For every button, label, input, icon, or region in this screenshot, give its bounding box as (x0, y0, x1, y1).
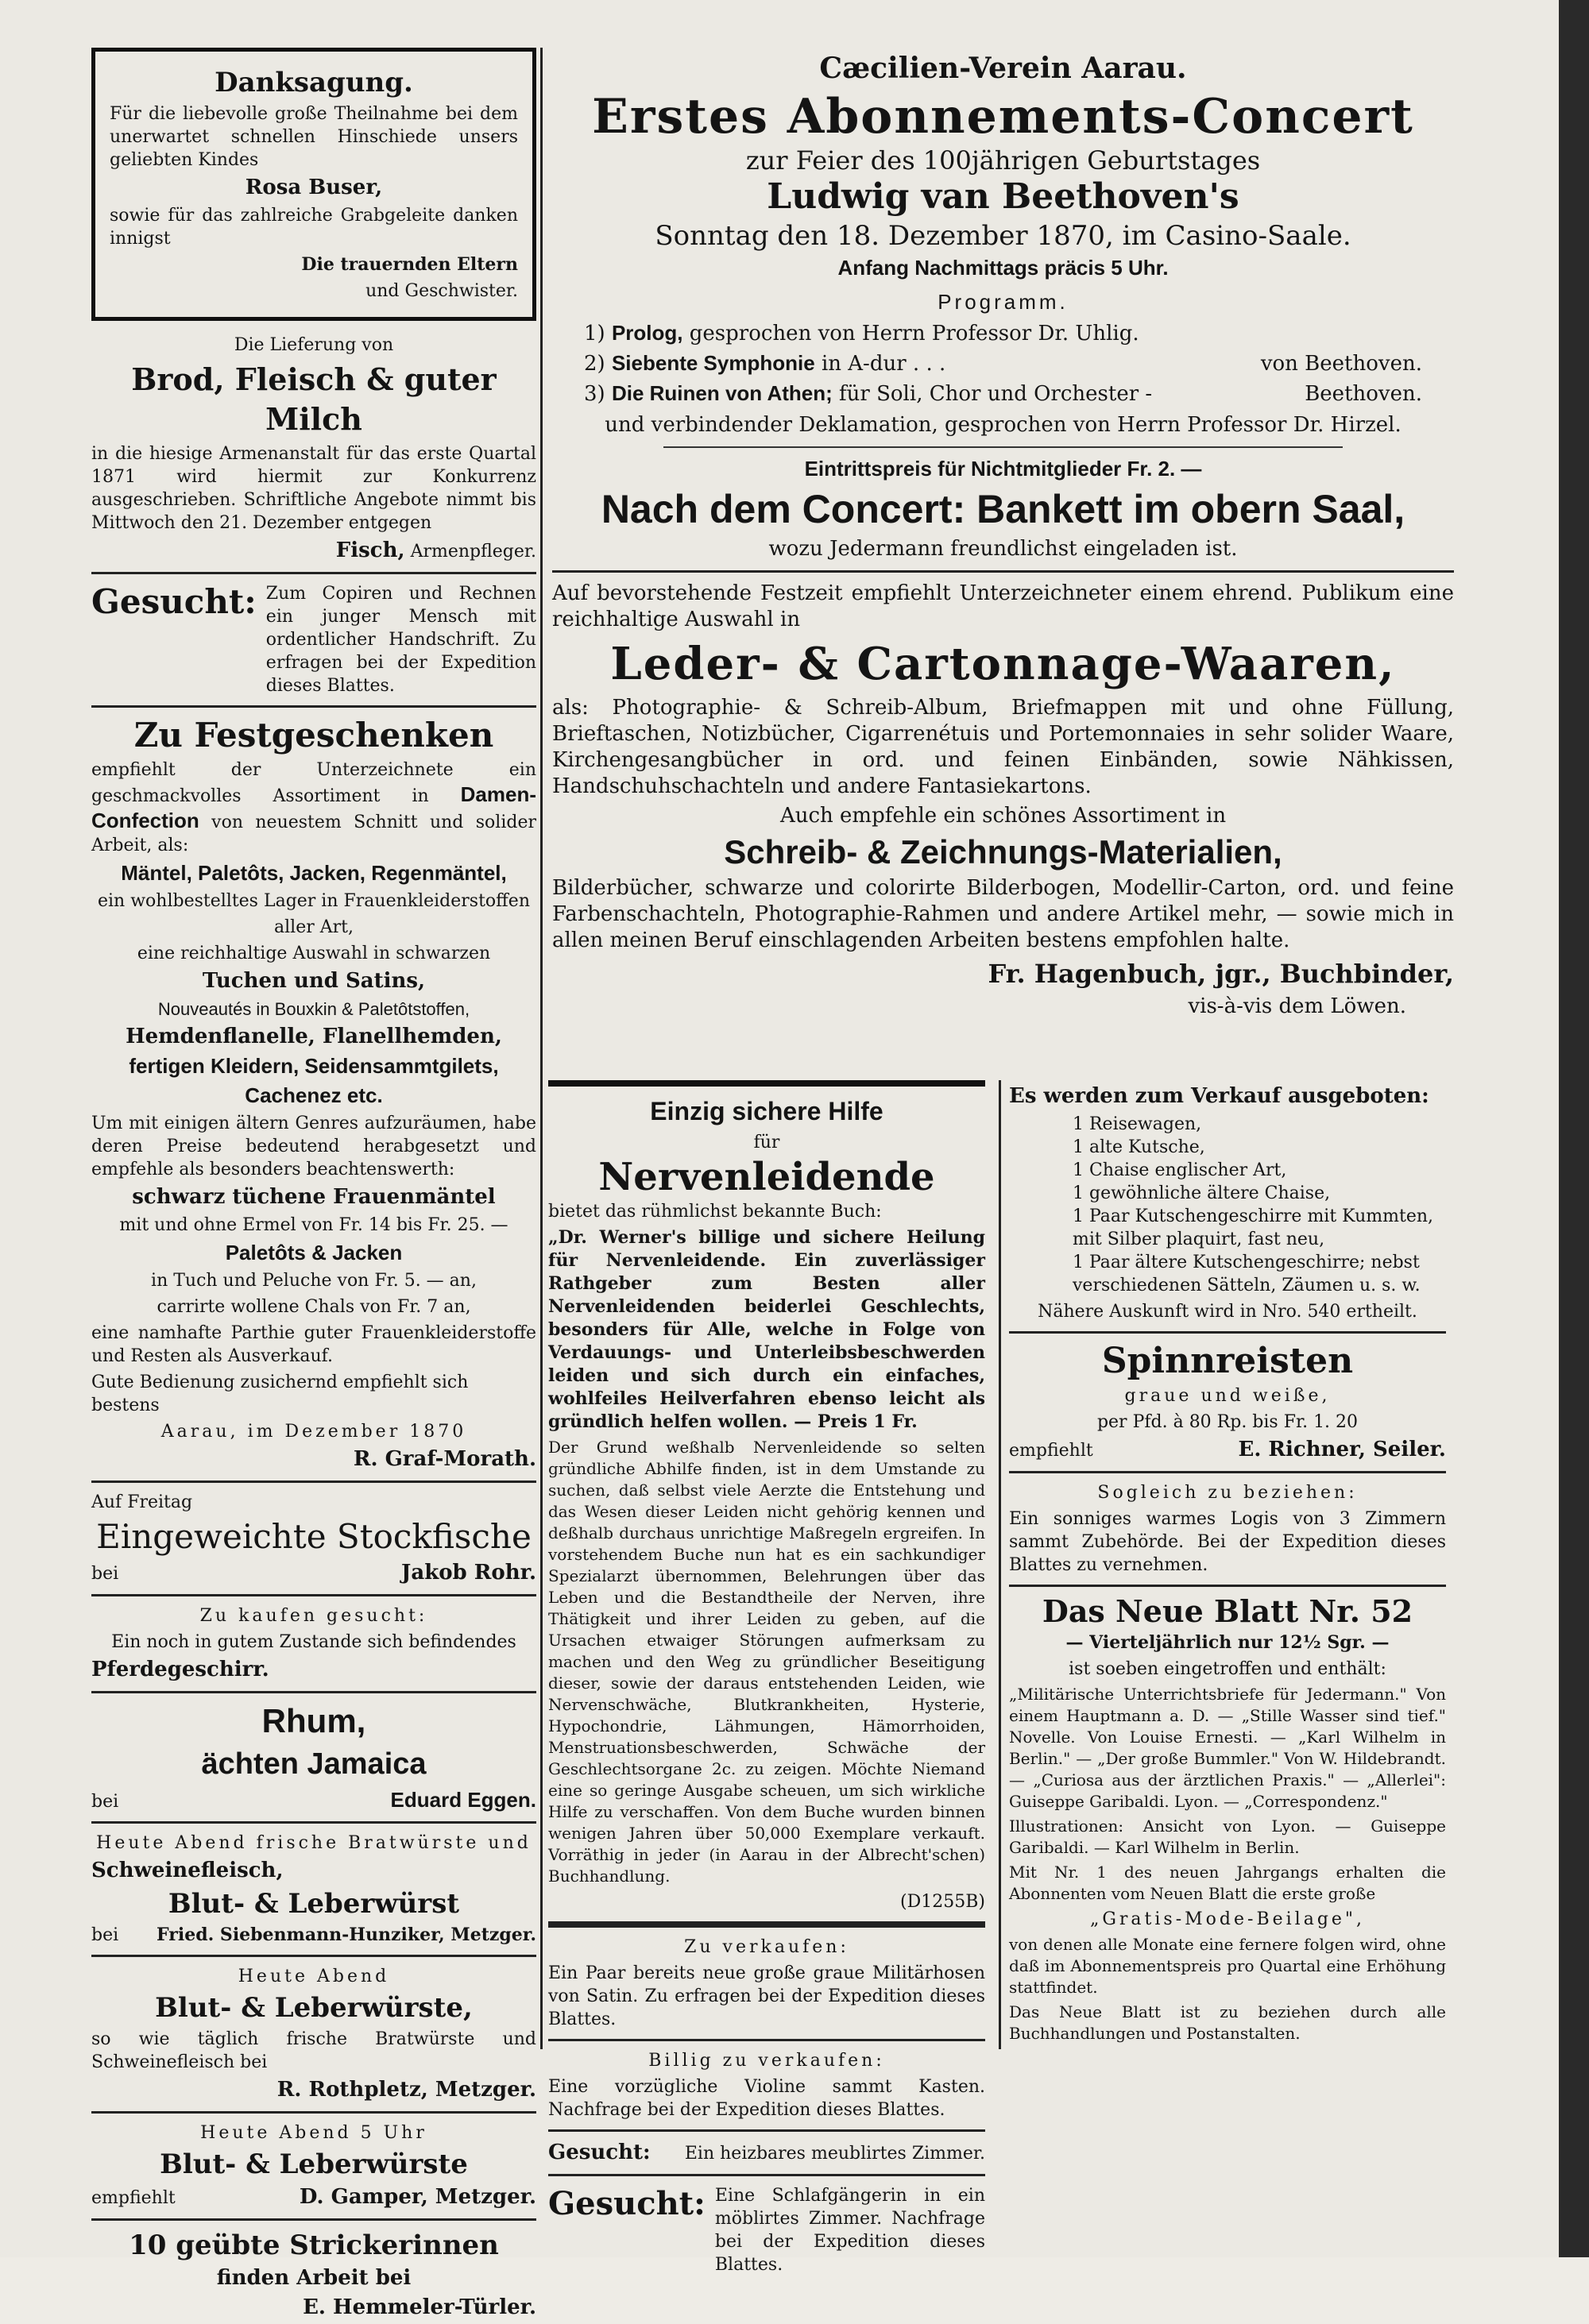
wurst2-intro: Heute Abend (238, 1967, 390, 1986)
schlaf-body: Eine Schlafgängerin in ein möblirtes Zimmer. Nachfrage bei der Expedition dieses Blattes. (714, 2186, 985, 2275)
concert-ad (552, 48, 1454, 1023)
lieferung-title: Brod, Fleisch & guter Milch (131, 361, 497, 437)
festgeschenke-lager2: aller Art, (274, 917, 354, 937)
danksagung-sign1: Die trauernden Eltern (301, 254, 518, 275)
concert-sub: zur Feier des 100jährigen Geburtstages (745, 145, 1261, 176)
concert-prog-extra: und verbindender Deklamation, gesprochen von Herrn Professor Dr. Hirzel. (605, 413, 1401, 437)
list-item: 1 Paar Kutschengeschirre mit Kummten, mit Silber plaquirt, fast neu, (1073, 1206, 1434, 1249)
festgeschenke-sign: R. Graf-Morath. (353, 1447, 536, 1471)
prog-title: Die Ruinen von Athen; (611, 381, 833, 405)
festgeschenke-cachenez: Cachenez etc. (245, 1083, 383, 1107)
rhum-bei: bei (91, 1792, 119, 1812)
pferd-body: Ein noch in gutem Zustande sich befindendes (111, 1632, 516, 1652)
nerven-ad (548, 1080, 985, 1913)
festgeschenke-auswahl: eine reichhaltige Auswahl in schwarzen (137, 944, 491, 963)
rhum-title: Rhum, (261, 1702, 366, 1739)
neueblatt-intro: ist soeben eingetroffen und enthält: (1069, 1659, 1386, 1679)
prog-rest: gesprochen von Herrn Professor Dr. Uhlig. (689, 322, 1139, 346)
festgeschenke-p3: Gute Bedienung zusichernd empfiehlt sich bestens (91, 1372, 469, 1415)
strickerinnen-title2: finden Arbeit bei (216, 2266, 412, 2290)
wurst-ad-1 (91, 1832, 536, 1947)
concert-price: Eintrittspreis für Nichtmitglieder Fr. 2. — (804, 457, 1202, 481)
zimmer-body: Ein heizbares meublirtes Zimmer. (684, 2144, 985, 2164)
danksagung-name: Rosa Buser, (245, 176, 383, 199)
wurst2-body: so wie täglich frische Bratwürste und Schweinefleisch bei (91, 2029, 536, 2072)
festgeschenke-ad (91, 716, 536, 1473)
spinn-sign: E. Richner, Seiler. (1238, 1438, 1446, 1461)
festgeschenke-paletots2: in Tuch und Peluche von Fr. 5. — an, (151, 1271, 477, 1291)
neueblatt-ill: Illustrationen: Ansicht von Lyon. — Guiseppe Garibaldi. — Karl Wilhelm in Berlin. (1009, 1816, 1446, 1857)
stockfische-title: Eingeweichte Stockfische (96, 1517, 532, 1556)
concert-title: Erstes Abonnements-Concert (592, 89, 1414, 145)
hagenbuch-body: als: Photographie- & Schreib-Album, Briefmappen mit und ohne Füllung, Brieftaschen, Notizbücher, Cigarrenétuis und Portemonnaies in sehr solider Waare, Kirchengesangbücher in ord. und feinen Einbänden, sowie Nähkissen, Handschuhschachteln und andere Fantasiekartons. (552, 696, 1454, 798)
wurst2-title: Blut- & Leberwürste, (155, 1992, 473, 2024)
gesucht-body: Zum Copiren und Rechnen ein junger Mensch mit ordentlicher Handschrift. Zu erfragen bei der Expedition dieses Blattes. (265, 584, 536, 696)
pferd-intro: Zu kaufen gesucht: (199, 1606, 428, 1626)
neueblatt-beilage: „Gratis-Mode-Beilage", (1089, 1909, 1366, 1929)
neueblatt-title: Das Neue Blatt Nr. 52 (1042, 1593, 1413, 1629)
logis-intro: Sogleich zu beziehen: (1097, 1483, 1358, 1503)
middle-lower-column (548, 1080, 985, 2276)
prog-num: 2) (584, 352, 605, 376)
zimmer-title: Gesucht: (548, 2141, 651, 2164)
strickerinnen-title: 10 geübte Strickerinnen (129, 2229, 499, 2261)
stockfische-sign: Jakob Rohr. (401, 1561, 536, 1585)
prog-title: Prolog, (611, 321, 683, 345)
neueblatt-sub: — Vierteljährlich nur 12½ Sgr. — (1065, 1632, 1390, 1653)
neueblatt-body2: Mit Nr. 1 des neuen Jahrgangs erhalten die Abonnenten vom Neuen Blatt die erste große (1009, 1863, 1446, 1903)
neueblatt-body4: Das Neue Blatt ist zu beziehen durch alle Buchhandlungen und Postanstalten. (1009, 2002, 1446, 2043)
prog-by: von Beethoven. (1260, 352, 1422, 376)
hagenbuch-body2: Auch empfehle ein schönes Assortiment in (779, 804, 1227, 828)
rhum-title2: ächten Jamaica (201, 1747, 427, 1781)
lieferung-ad (91, 334, 536, 564)
right-lower-column (1009, 1080, 1446, 2048)
scan-edge-shadow (1559, 0, 1589, 2257)
neueblatt-body: „Militärische Unterrichtsbriefe für Jedermann." Von einem Hauptmann a. D. — „Stille Wasser sind tief." Novelle. Von Louise Ernesti. — „Karl Wilhelm in Berlin." — „Der große Bummler." Von W. Hildebrandt. — „Curiosa aus der ärztlichen Praxis." — „Allerlei": Guiseppe Garibaldi. Lyon. — „Correspondenz." (1009, 1685, 1446, 1811)
hagenbuch-ad (552, 581, 1454, 1020)
wurst1-intro2: Schweinefleisch, (91, 1859, 284, 1882)
festgeschenke-paletots: Paletôts & Jacken (225, 1241, 403, 1264)
stockfische-intro: Auf Freitag (91, 1492, 193, 1512)
verkauf-ad (1009, 1083, 1446, 1323)
lieferung-body: in die hiesige Armenanstalt für das erste Quartal 1871 wird hiermit zur Konkurrenz ausgeschrieben. Schriftliche Angebote nimmt bis Mittwoch den 21. Dezember entgegen (91, 444, 536, 533)
nerven-book: „Dr. Werner's billige und sichere Heilung für Nervenleidende. Ein zuverlässiger Rathgeber zum Besten aller Nervenleidenden beiderlei Geschlechts, besonders für Alle, welche in Folge von Verdauungs- und Unterleibsbeschwerden leiden und sich durch ein einfaches, wohlfeiles Heilverfahren ebenso leicht als gründlich helfen wollen. — Preis 1 Fr. (548, 1227, 985, 1432)
verkauf-title: Es werden zum Verkauf ausgeboten: (1009, 1084, 1429, 1108)
wurst1-title: Blut- & Leberwürst (168, 1888, 460, 1920)
hagenbuch-intro: Auf bevorstehende Festzeit empfiehlt Unterzeichneter einem ehrend. Publikum eine reichhaltige Auswahl in (552, 581, 1454, 631)
concert-programme (552, 320, 1454, 407)
prog-rest: für Soli, Chor und Orchester - (839, 382, 1153, 406)
nerven-title: Nervenleidende (598, 1155, 935, 1199)
list-item: 1 alte Kutsche, (1073, 1137, 1205, 1157)
nerven-intro: bietet das rühmlichst bekannte Buch: (548, 1202, 882, 1222)
wurst1-intro: Heute Abend frische Bratwürste und (96, 1833, 532, 1853)
gesucht-title: Gesucht: (91, 582, 257, 621)
rhum-sign: Eduard Eggen. (390, 1788, 536, 1812)
festgeschenke-items: Mäntel, Paletôts, Jacken, Regenmäntel, (121, 861, 507, 885)
concert-bankett2: wozu Jedermann freundlichst eingeladen ist. (768, 537, 1238, 561)
wurst1-bei: bei (91, 1925, 119, 1945)
violine-body: Eine vorzügliche Violine sammt Kasten. Nachfrage bei der Expedition dieses Blattes. (548, 2077, 985, 2120)
nerven-head: Einzig sichere Hilfe (650, 1097, 883, 1125)
festgeschenke-kleider: fertigen Kleidern, Seidensammtgilets, (129, 1054, 499, 1078)
festgeschenke-hemden: Hemdenflanelle, Flanellhemden, (126, 1025, 502, 1048)
wurst-ad-2 (91, 1965, 536, 2103)
spinnreisten-ad (1009, 1342, 1446, 1463)
danksagung-box (91, 48, 536, 321)
wurst2-sign: R. Rothpletz, Metzger. (276, 2078, 536, 2102)
festgeschenke-p2: Um mit einigen ältern Genres aufzuräumen, habe deren Preise bedeutend herabgesetzt und empfehle als besonders beachtenswerth: (91, 1114, 536, 1179)
lieferung-sign-role: Armenpfleger. (410, 542, 536, 562)
list-item: 1 Chaise englischer Art, (1073, 1160, 1287, 1180)
left-column (91, 48, 536, 2324)
pferdegeschirr-ad (91, 1604, 536, 1683)
danksagung-body2: sowie für das zahlreiche Grabgeleite danken innigst (110, 206, 518, 249)
wurst-ad-3 (91, 2121, 536, 2210)
danksagung-body: Für die liebevolle große Theilnahme bei dem unerwartet schnellen Hinschiede unsers geliebten Kindes (110, 104, 518, 170)
festgeschenke-tuchen: Tuchen und Satins, (202, 969, 426, 993)
festgeschenke-place: Aarau, im Dezember 1870 (160, 1422, 467, 1442)
prog-title: Siebente Symphonie (611, 351, 815, 375)
wurst3-sign: D. Gamper, Metzger. (299, 2185, 536, 2209)
violine-ad (548, 2049, 985, 2121)
festgeschenke-lager: ein wohlbestelltes Lager in Frauenkleiderstoffen (98, 891, 530, 911)
column-rule-right (999, 1080, 1001, 2049)
festgeschenke-chals: carrirte wollene Chals von Fr. 7 an, (157, 1297, 471, 1317)
stockfische-ad (91, 1491, 536, 1586)
lieferung-sign: Fisch, (335, 539, 405, 562)
spinn-empfiehlt: empfiehlt (1009, 1441, 1093, 1461)
prog-num: 3) (584, 382, 605, 406)
list-item: 1 Paar ältere Kutschengeschirre; nebst verschiedenen Sätteln, Zäumen u. s. w. (1073, 1253, 1421, 1295)
concert-start: Anfang Nachmittags präcis 5 Uhr. (837, 256, 1169, 280)
concert-org: Cæcilien-Verein Aarau. (819, 52, 1187, 85)
list-item: 1 Reisewagen, (1073, 1114, 1202, 1134)
hosen-body: Ein Paar bereits neue große graue Militärhosen von Satin. Zu erfragen bei der Expedition dieses Blattes. (548, 1963, 985, 2029)
concert-prog-title: Programm. (938, 290, 1069, 314)
festgeschenke-partie: eine namhafte Parthie guter Frauenkleiderstoffe und Resten als Ausverkauf. (91, 1323, 536, 1366)
nerven-body: Der Grund weßhalb Nervenleidende so selten gründliche Abhilfe finden, ist in dem Umstande zu suchen, daß selbst viele Aerzte die Entstehung und das Wesen dieser Leiden nicht gehörig kennen und deßhalb durchaus unrichtige Maßregeln ergreifen. In vorstehendem Buche nun hat es ein sachkundiger Spezialarzt übernommen, Belehrungen über das Leben und die Bestandtheile der Nerven, ihre Thätigkeit und ihrer Leiden zu geben, auf die Ursachen etwaiger Störungen aufmerksam zu machen und den Weg zu gründlicher Beseitigung dieser, sowie der daraus entstehenden Leiden, wie Nervenschwäche, Blutkrankheiten, Hysterie, Hypochondrie, Lähmungen, Hämorrhoiden, Menstruationsbeschwerden, Schwäche der Geschlechtsorgane 2c. zu zeigen. Möchte Niemand eine so geringe Ausgabe scheuen, um sich wirkliche Hilfe zu verschaffen. Von dem Buche wurden binnen wenigen Jahren über 50,000 Exemplare verkauft. Vorräthig in jeder (in Aarau in der Albrecht'schen) Buchhandlung. (548, 1438, 985, 1886)
nerven-fuer: für (753, 1133, 780, 1152)
verkauf-info: Nähere Auskunft wird in Nro. 540 ertheilt. (1038, 1302, 1417, 1322)
hosen-intro: Zu verkaufen: (684, 1937, 849, 1957)
festgeschenke-p1c: von neuestem Schnitt und solider Arbeit, als: (91, 813, 536, 855)
wurst3-title: Blut- & Leberwürste (160, 2148, 468, 2180)
lieferung-intro: Die Lieferung von (234, 335, 394, 355)
neues-blatt-ad (1009, 1595, 1446, 2044)
hagenbuch-title2: Schreib- & Zeichnungs-Materialien, (724, 833, 1282, 871)
programme-item (584, 320, 1422, 347)
concert-date: Sonntag den 18. Dezember 1870, im Casino-Saale. (655, 220, 1351, 252)
programme-item (584, 380, 1422, 407)
wurst1-sign: Fried. Siebenmann-Hunziker, Metzger. (157, 1924, 536, 1945)
festgeschenke-frauenmaentel: schwarz tüchene Frauenmäntel (132, 1185, 496, 1209)
verkauf-list (1009, 1113, 1446, 1297)
nerven-code: (D1255B) (900, 1892, 985, 1912)
hagenbuch-sign2: vis-à-vis dem Löwen. (1188, 994, 1406, 1018)
zimmer-ad (548, 2140, 985, 2166)
festgeschenke-p1b: Damen-Confection (91, 782, 536, 832)
wurst3-intro: Heute Abend 5 Uhr (200, 2123, 427, 2143)
wurst3-empfiehlt: empfiehlt (91, 2188, 176, 2208)
strickerinnen-sign: E. Hemmeler-Türler. (303, 2295, 536, 2319)
schlafgaengerin-ad (548, 2184, 985, 2276)
pferd-item: Pferdegeschirr. (91, 1658, 269, 1681)
programme-item (584, 350, 1422, 377)
hagenbuch-title: Leder- & Cartonnage-Waaren, (610, 638, 1396, 690)
logis-ad (1009, 1481, 1446, 1577)
festgeschenke-title: Zu Festgeschenken (133, 716, 494, 755)
violine-intro: Billig zu verkaufen: (648, 2051, 885, 2071)
prog-by: Beethoven. (1305, 382, 1422, 406)
prog-num: 1) (584, 322, 605, 346)
spinn-sub: graue und weiße, (1124, 1386, 1331, 1406)
logis-body: Ein sonniges warmes Logis von 3 Zimmern sammt Zubehörde. Bei der Expedition dieses Blattes zu vernehmen. (1009, 1509, 1446, 1575)
festgeschenke-frauenmaentel2: mit und ohne Ermel von Fr. 14 bis Fr. 25. — (119, 1215, 508, 1235)
column-rule-left (540, 48, 543, 2049)
spinn-title: Spinnreisten (1101, 1341, 1354, 1381)
neueblatt-body3: von denen alle Monate eine fernere folgen wird, ohne daß im Abonnementspreis pro Quartal eine Erhöhung stattfindet. (1009, 1935, 1446, 1997)
list-item: 1 gewöhnliche ältere Chaise, (1073, 1183, 1331, 1203)
concert-name: Ludwig van Beethoven's (767, 176, 1239, 217)
hagenbuch-sign: Fr. Hagenbuch, jgr., Buchbinder, (988, 959, 1454, 989)
rhum-ad (91, 1701, 536, 1813)
schlaf-title: Gesucht: (548, 2185, 706, 2222)
hagenbuch-body3: Bilderbücher, schwarze und colorirte Bilderbogen, Modellir-Carton, ord. und feine Farbenschachteln, Photographie-Rahmen und andere Artikel mehr, — sowie mich in allen meinen Beruf einschlagenden Arbeiten bestens empfohlen halte. (552, 876, 1454, 952)
concert-bankett: Nach dem Concert: Bankett im obern Saal, (601, 487, 1405, 531)
strickerinnen-ad (91, 2229, 536, 2321)
stockfische-bei: bei (91, 1564, 119, 1584)
danksagung-sign2: und Geschwister. (365, 281, 518, 301)
festgeschenke-nouveautes: Nouveautés in Bouxkin & Paletôtstoffen, (157, 999, 470, 1019)
militaerhosen-ad (548, 1936, 985, 2031)
prog-rest: in A-dur . . . (821, 352, 946, 376)
festgeschenke-p1a: empfiehlt der Unterzeichnete ein geschmackvolles Assortiment in (91, 760, 536, 806)
gesucht-copiren-ad (91, 582, 536, 697)
danksagung-title: Danksagung. (215, 67, 413, 98)
spinn-price: per Pfd. à 80 Rp. bis Fr. 1. 20 (1096, 1412, 1359, 1432)
